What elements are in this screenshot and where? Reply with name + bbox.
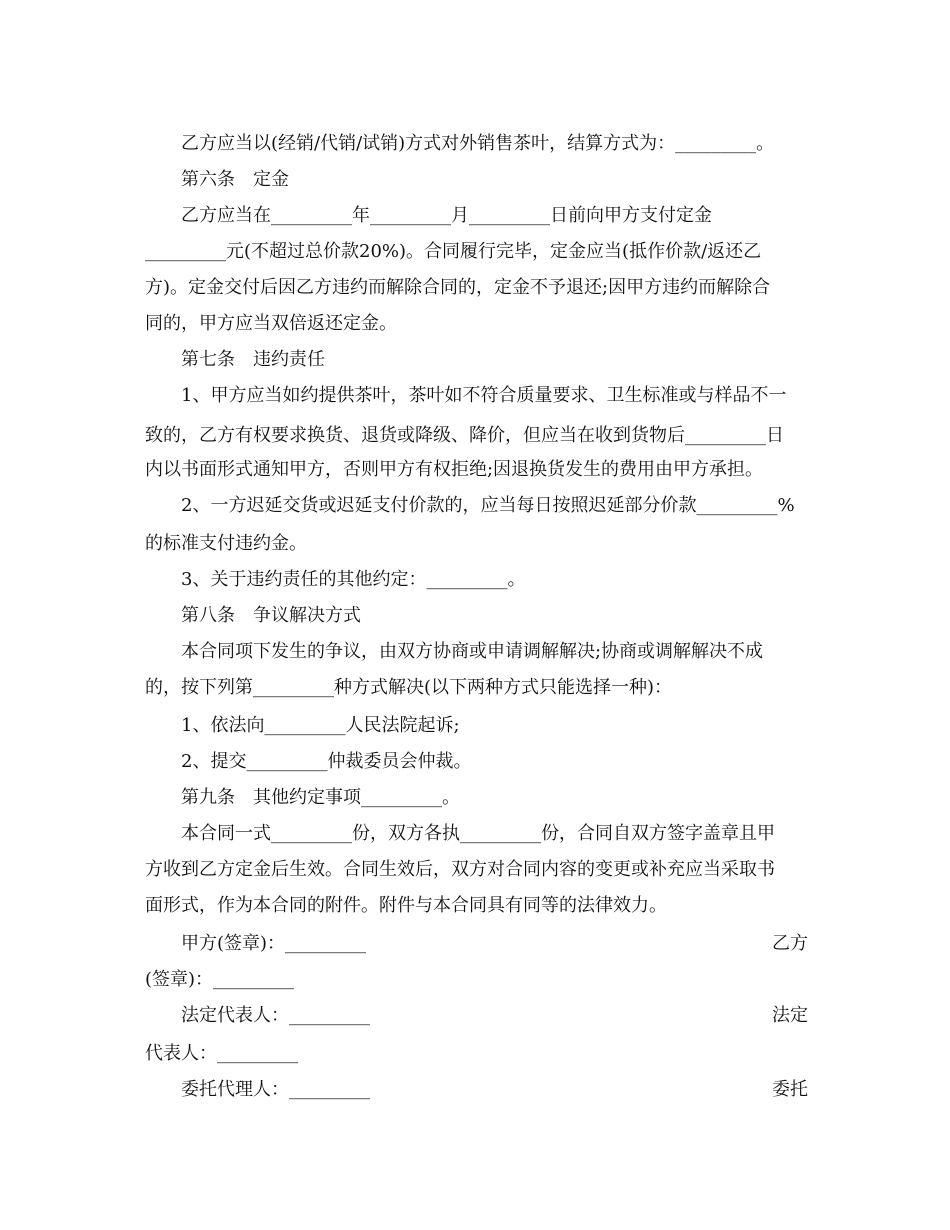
signature-row-agent — [181, 1076, 808, 1104]
article-8-heading: 第八条 争议解决方式 — [181, 605, 361, 626]
article-9-heading: 第九条 其他约定事项_________。 — [181, 787, 460, 808]
liability-clause-3: 3、关于违约责任的其他约定：_________。 — [181, 569, 526, 590]
party-b-seal-field: (签章)：_________ — [145, 969, 295, 990]
copies-paragraph-line: 方收到乙方定金后生效。合同生效后，双方对合同内容的变更或补充应当采取书 — [145, 859, 775, 880]
liability-clause-1-line: 内以书面形式通知甲方，否则甲方有权拒绝;因退换货发生的费用由甲方承担。 — [145, 459, 764, 480]
signature-row-legal-rep — [181, 1002, 808, 1030]
party-a-seal-field: 甲方(签章)：_________ — [181, 933, 367, 954]
deposit-paragraph-line: 乙方应当在_________年_________月_________日前向甲方支付定金 — [181, 205, 712, 226]
article-7-heading: 第七条 违约责任 — [181, 349, 325, 370]
copies-paragraph-line: 面形式，作为本合同的附件。附件与本合同具有同等的法律效力。 — [145, 895, 667, 916]
party-b-agent-label: 委托 — [772, 1079, 808, 1100]
signature-row-seal — [181, 930, 808, 958]
dispute-option-2: 2、提交_________仲裁委员会仲裁。 — [181, 751, 472, 772]
party-b-label: 乙方 — [772, 933, 808, 954]
party-a-agent-field: 委托代理人：_________ — [181, 1079, 370, 1100]
party-b-legal-rep-field: 代表人：_________ — [145, 1043, 298, 1064]
liability-clause-2-line: 的标准支付违约金。 — [145, 533, 307, 554]
party-b-legal-rep-label: 法定 — [772, 1005, 808, 1026]
deposit-paragraph-line: 方)。定金交付后因乙方违约而解除合同的，定金不予退还;因甲方违约而解除合 — [145, 277, 771, 298]
deposit-paragraph-line: _________元(不超过总价款20%)。合同履行完毕，定金应当(抵作价款/返还乙 — [145, 241, 762, 262]
deposit-paragraph-line: 同的，甲方应当双倍返还定金。 — [145, 313, 397, 334]
liability-clause-1-line: 1、甲方应当如约提供茶叶，茶叶如不符合质量要求、卫生标准或与样品不一 — [181, 385, 787, 406]
liability-clause-1-line: 致的，乙方有权要求换货、退货或降级、降价，但应当在收到货物后_________日 — [145, 425, 784, 446]
dispute-paragraph-line: 的，按下列第_________种方式解决(以下两种方式只能选择一种)： — [145, 677, 673, 698]
copies-paragraph-line: 本合同一式_________份，双方各执_________份，合同自双方签字盖章且甲 — [181, 823, 775, 844]
article-6-heading: 第六条 定金 — [181, 169, 289, 190]
dispute-paragraph-line: 本合同项下发生的争议，由双方协商或申请调解解决;协商或调解解决不成 — [181, 641, 764, 662]
dispute-option-1: 1、依法向_________人民法院起诉; — [181, 715, 460, 736]
settlement-paragraph: 乙方应当以(经销/代销/试销)方式对外销售茶叶，结算方式为：_________。 — [181, 133, 775, 154]
party-a-legal-rep-field: 法定代表人：_________ — [181, 1005, 370, 1026]
liability-clause-2-line: 2、一方迟延交货或迟延支付价款的，应当每日按照迟延部分价款_________% — [181, 495, 795, 516]
